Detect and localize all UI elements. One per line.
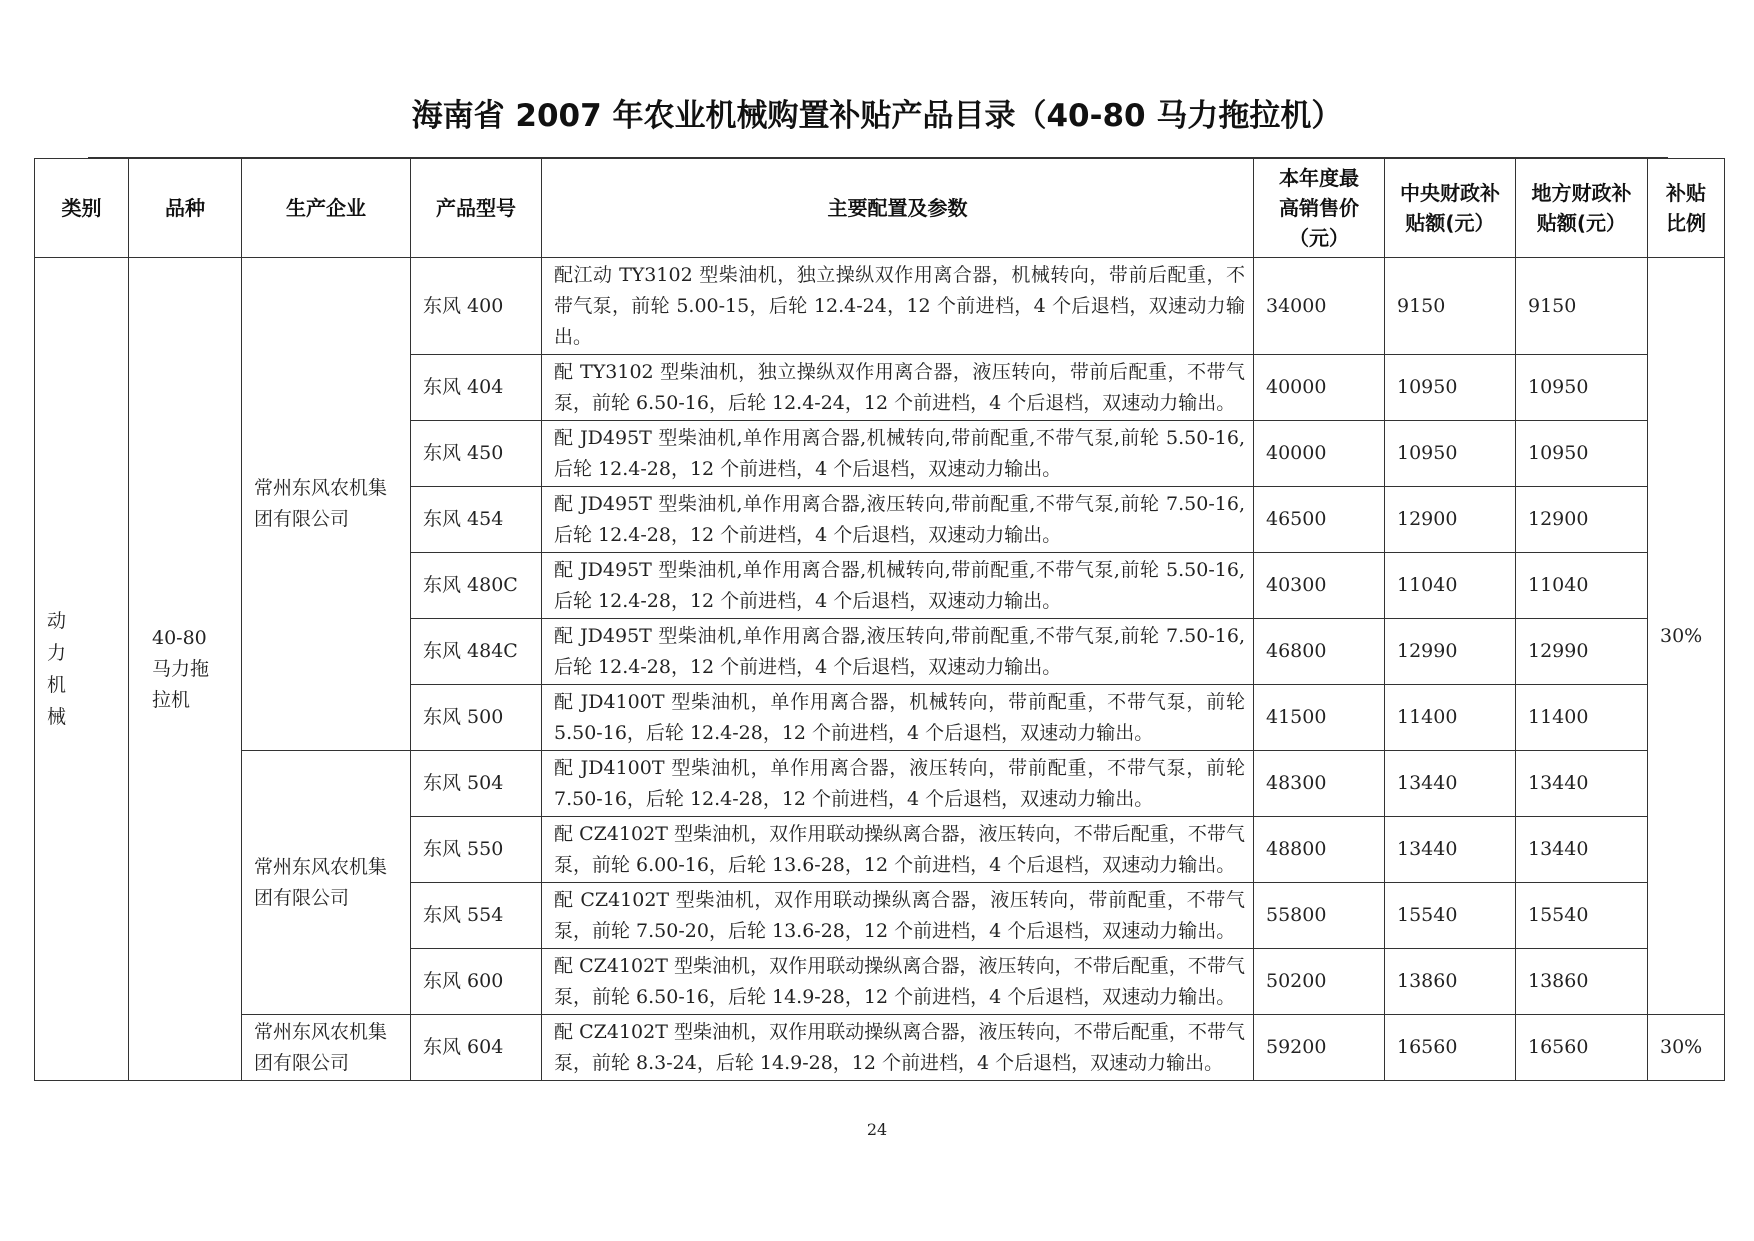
price-cell: 48300 (1254, 751, 1385, 817)
header-max-price-label: 本年度最高销售价（元） (1279, 166, 1359, 250)
header-central-subsidy-label: 中央财政补贴额(元） (1400, 181, 1500, 235)
model-cell: 东风 604 (411, 1015, 542, 1081)
central-subsidy-cell: 12900 (1385, 487, 1516, 553)
price-cell: 40000 (1254, 421, 1385, 487)
model-cell: 东风 550 (411, 817, 542, 883)
price-cell: 46800 (1254, 619, 1385, 685)
config-cell: 配 JD4100T 型柴油机，单作用离合器，机械转向，带前配重，不带气泵，前轮 5.50-16，后轮 12.4-28，12 个前进档，4 个后退档，双速动力输出。 (542, 685, 1254, 751)
central-subsidy-cell: 13860 (1385, 949, 1516, 1015)
header-local-subsidy-label: 地方财政补贴额(元） (1531, 181, 1632, 235)
category-cell (35, 258, 129, 1081)
table-row (35, 1015, 1725, 1081)
config-cell: 配 CZ4102T 型柴油机，双作用联动操纵离合器，液压转向，不带后配重，不带气泵，前轮 8.3-24，后轮 14.9-28，12 个前进档，4 个后退档，双速动力输出。 (542, 1015, 1254, 1081)
central-subsidy-cell: 11400 (1385, 685, 1516, 751)
model-cell: 东风 450 (411, 421, 542, 487)
config-cell: 配 CZ4102T 型柴油机，双作用联动操纵离合器，液压转向，带前配重，不带气泵，前轮 7.50-20，后轮 13.6-28，12 个前进档，4 个后退档，双速动力输出。 (542, 883, 1254, 949)
config-cell: 配 JD495T 型柴油机,单作用离合器,液压转向,带前配重,不带气泵,前轮 7.50-16,后轮 12.4-28，12 个前进档，4 个后退档，双速动力输出。 (542, 487, 1254, 553)
central-subsidy-cell: 13440 (1385, 751, 1516, 817)
price-cell: 50200 (1254, 949, 1385, 1015)
model-cell: 东风 400 (411, 258, 542, 355)
local-subsidy-cell: 16560 (1516, 1015, 1648, 1081)
manufacturer-cell: 常州东风农机集团有限公司 (242, 258, 411, 751)
local-subsidy-cell: 9150 (1516, 258, 1648, 355)
header-category: 类别 (35, 159, 129, 258)
price-cell: 34000 (1254, 258, 1385, 355)
config-cell: 配 JD495T 型柴油机,单作用离合器,机械转向,带前配重,不带气泵,前轮 5.50-16,后轮 12.4-28，12 个前进档，4 个后退档，双速动力输出。 (542, 421, 1254, 487)
config-cell: 配 JD4100T 型柴油机，单作用离合器，液压转向，带前配重，不带气泵，前轮 7.50-16，后轮 12.4-28，12 个前进档，4 个后退档，双速动力输出。 (542, 751, 1254, 817)
local-subsidy-cell: 10950 (1516, 355, 1648, 421)
config-cell: 配 CZ4102T 型柴油机，双作用联动操纵离合器，液压转向，不带后配重，不带气泵，前轮 6.00-16，后轮 13.6-28，12 个前进档，4 个后退档，双速动力输出。 (542, 817, 1254, 883)
model-cell: 东风 404 (411, 355, 542, 421)
local-subsidy-cell: 15540 (1516, 883, 1648, 949)
config-cell: 配 TY3102 型柴油机，独立操纵双作用离合器，液压转向，带前后配重，不带气泵，前轮 6.50-16，后轮 12.4-24，12 个前进档，4 个后退档，双速动力输出。 (542, 355, 1254, 421)
local-subsidy-cell: 10950 (1516, 421, 1648, 487)
variety-cell (129, 258, 242, 1081)
variety-label: 40-80 马力拖拉机 (152, 626, 210, 711)
ratio-cell: 30% (1648, 258, 1725, 1015)
central-subsidy-cell: 11040 (1385, 553, 1516, 619)
manufacturer-cell: 常州东风农机集团有限公司 (242, 751, 411, 1015)
document-title: 海南省 2007 年农业机械购置补贴产品目录（40-80 马力拖拉机） (411, 98, 1343, 134)
local-subsidy-cell: 12990 (1516, 619, 1648, 685)
model-cell: 东风 554 (411, 883, 542, 949)
central-subsidy-cell: 12990 (1385, 619, 1516, 685)
price-cell: 40000 (1254, 355, 1385, 421)
table-row (35, 751, 1725, 817)
config-cell: 配 JD495T 型柴油机,单作用离合器,机械转向,带前配重,不带气泵,前轮 5.50-16,后轮 12.4-28，12 个前进档，4 个后退档，双速动力输出。 (542, 553, 1254, 619)
central-subsidy-cell: 10950 (1385, 355, 1516, 421)
header-model: 产品型号 (411, 159, 542, 258)
header-variety: 品种 (129, 159, 242, 258)
local-subsidy-cell: 11400 (1516, 685, 1648, 751)
header-ratio-label: 补贴比例 (1666, 181, 1706, 235)
local-subsidy-cell: 13440 (1516, 751, 1648, 817)
central-subsidy-cell: 15540 (1385, 883, 1516, 949)
price-cell: 41500 (1254, 685, 1385, 751)
price-cell: 55800 (1254, 883, 1385, 949)
central-subsidy-cell: 9150 (1385, 258, 1516, 355)
header-local-subsidy (1516, 159, 1648, 258)
model-cell: 东风 500 (411, 685, 542, 751)
table-header-row (35, 159, 1725, 258)
manufacturer-cell: 常州东风农机集团有限公司 (242, 1015, 411, 1081)
central-subsidy-cell: 13440 (1385, 817, 1516, 883)
model-cell: 东风 480C (411, 553, 542, 619)
local-subsidy-cell: 13860 (1516, 949, 1648, 1015)
header-max-price (1254, 159, 1385, 258)
config-cell: 配 CZ4102T 型柴油机，双作用联动操纵离合器，液压转向，不带后配重，不带气泵，前轮 6.50-16，后轮 14.9-28，12 个前进档，4 个后退档，双速动力输出。 (542, 949, 1254, 1015)
price-cell: 46500 (1254, 487, 1385, 553)
page-number: 24 (866, 1120, 888, 1139)
ratio-cell: 30% (1648, 1015, 1725, 1081)
central-subsidy-cell: 16560 (1385, 1015, 1516, 1081)
header-central-subsidy (1385, 159, 1516, 258)
model-cell: 东风 484C (411, 619, 542, 685)
header-ratio (1648, 159, 1725, 258)
subsidy-catalog-table (34, 158, 1725, 1081)
header-manufacturer: 生产企业 (242, 159, 411, 258)
header-config: 主要配置及参数 (542, 159, 1254, 258)
price-cell: 59200 (1254, 1015, 1385, 1081)
category-label: 动力机械 (47, 610, 67, 728)
config-cell: 配 JD495T 型柴油机,单作用离合器,液压转向,带前配重,不带气泵,前轮 7.50-16,后轮 12.4-28，12 个前进档，4 个后退档，双速动力输出。 (542, 619, 1254, 685)
local-subsidy-cell: 13440 (1516, 817, 1648, 883)
price-cell: 40300 (1254, 553, 1385, 619)
local-subsidy-cell: 11040 (1516, 553, 1648, 619)
config-cell: 配江动 TY3102 型柴油机，独立操纵双作用离合器，机械转向，带前后配重，不带气泵，前轮 5.00-15，后轮 12.4-24，12 个前进档，4 个后退档，双速动力输出。 (542, 258, 1254, 355)
price-cell: 48800 (1254, 817, 1385, 883)
central-subsidy-cell: 10950 (1385, 421, 1516, 487)
model-cell: 东风 454 (411, 487, 542, 553)
model-cell: 东风 600 (411, 949, 542, 1015)
local-subsidy-cell: 12900 (1516, 487, 1648, 553)
table-row (35, 258, 1725, 355)
model-cell: 东风 504 (411, 751, 542, 817)
